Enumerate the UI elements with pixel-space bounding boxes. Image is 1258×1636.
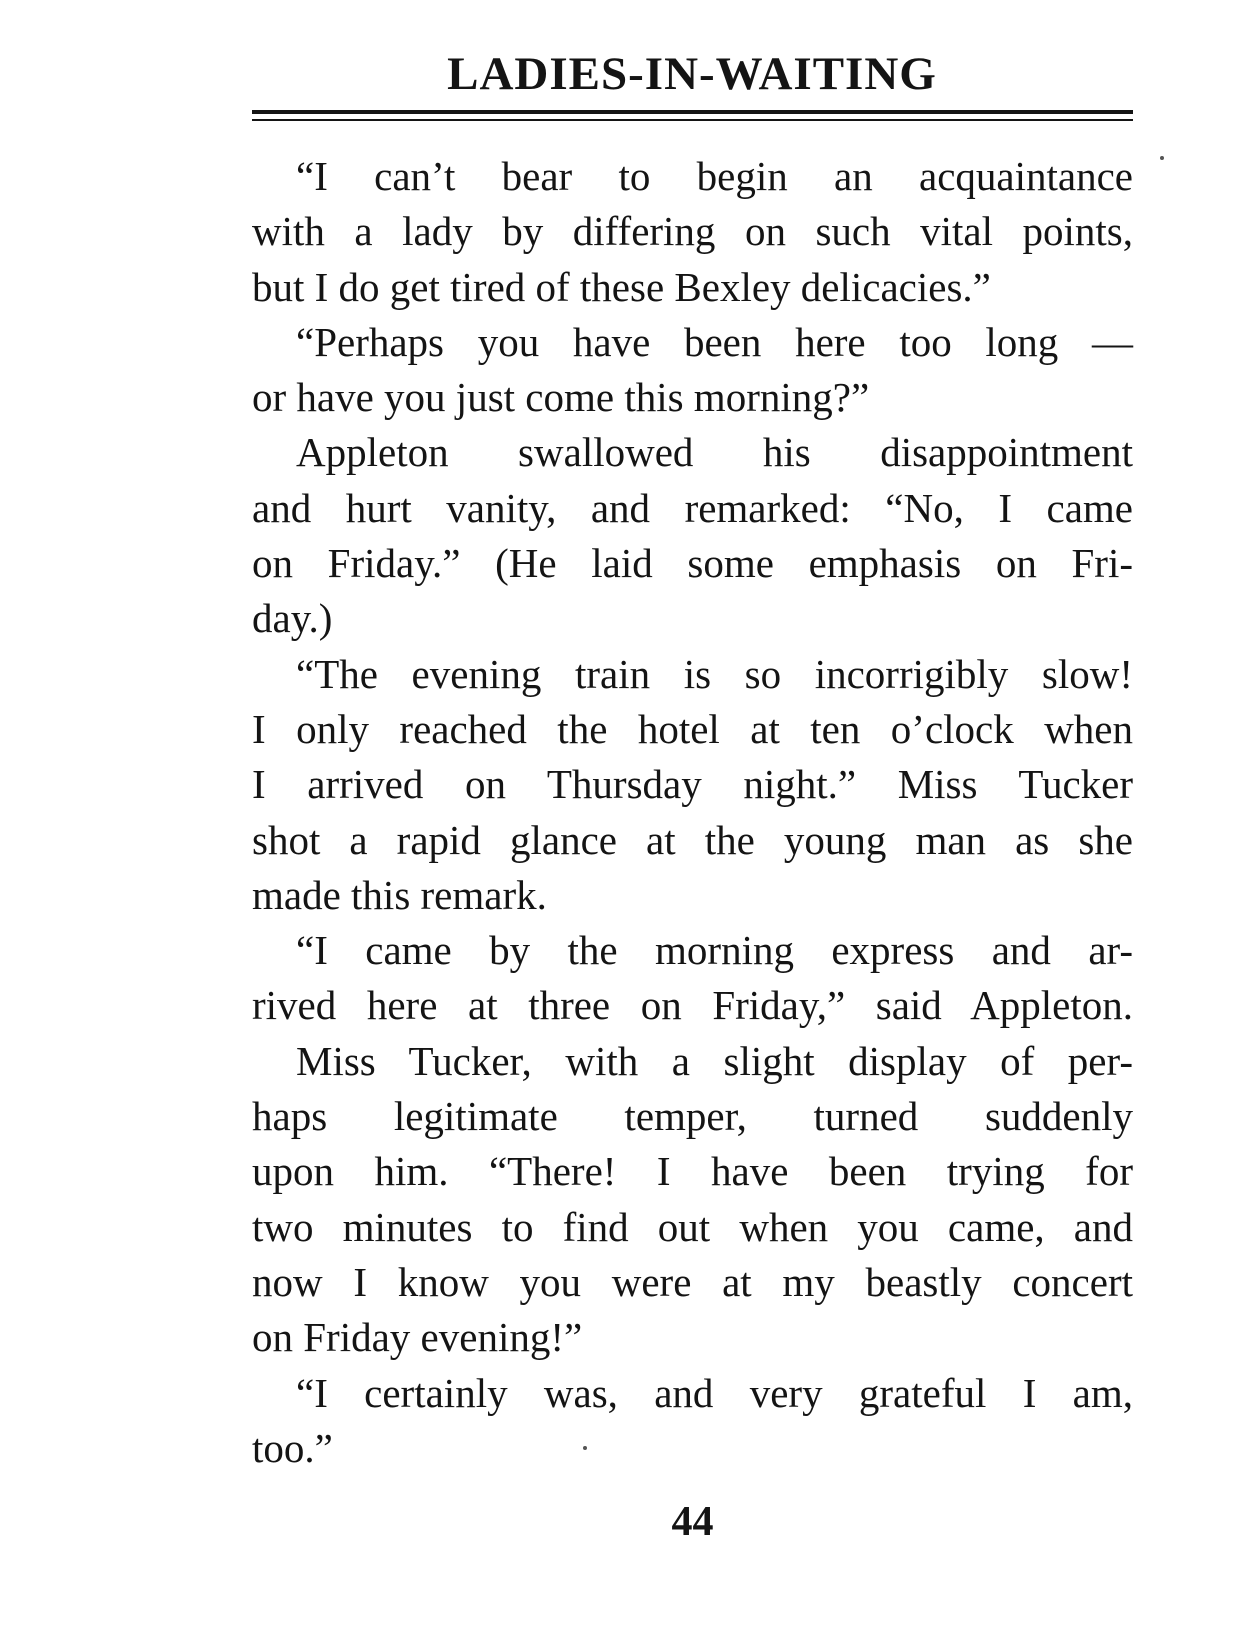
text-line: two minutes to find out when you came, and xyxy=(252,1203,1133,1250)
text-line: Miss Tucker, with a slight display of per- xyxy=(296,1037,1133,1084)
text-line: “I certainly was, and very grateful I am, xyxy=(296,1369,1133,1416)
text-line: but I do get tired of these Bexley delicacies.” xyxy=(252,263,991,310)
text-line: “Perhaps you have been here too long — xyxy=(296,318,1133,365)
print-speck xyxy=(583,1446,587,1450)
text-line: I only reached the hotel at ten o’clock when xyxy=(252,705,1133,752)
text-line: haps legitimate temper, turned suddenly xyxy=(252,1093,1133,1140)
text-line: now I know you were at my beastly concert xyxy=(252,1258,1133,1305)
text-line: on Friday evening!” xyxy=(252,1314,583,1361)
text-line: Appleton swallowed his disappointment xyxy=(296,429,1133,476)
text-line: upon him. “There! I have been trying for xyxy=(252,1148,1133,1195)
text-line: or have you just come this morning?” xyxy=(252,374,870,421)
text-line: day.) xyxy=(252,595,333,642)
header-rule-thick xyxy=(252,110,1133,114)
text-line: “I came by the morning express and ar- xyxy=(296,927,1133,974)
print-speck xyxy=(1160,156,1164,160)
text-line: too.” xyxy=(252,1424,333,1471)
page-number: 44 xyxy=(671,1499,714,1545)
text-line: with a lady by differing on such vital points, xyxy=(252,208,1133,255)
text-line: shot a rapid glance at the young man as she xyxy=(252,816,1133,863)
running-head: LADIES-IN-WAITING xyxy=(447,48,937,100)
text-line: rived here at three on Friday,” said Appleton. xyxy=(252,982,1133,1029)
text-line: “I can’t bear to begin an acquaintance xyxy=(296,153,1133,199)
text-line: on Friday.” (He laid some emphasis on Fri- xyxy=(252,540,1133,587)
text-line: and hurt vanity, and remarked: “No, I came xyxy=(252,484,1133,531)
text-line: made this remark. xyxy=(252,871,547,918)
text-line: I arrived on Thursday night.” Miss Tucker xyxy=(252,761,1133,808)
header-rule-thin xyxy=(252,119,1133,121)
text-line: “The evening train is so incorrigibly slow! xyxy=(296,650,1133,697)
body-text xyxy=(252,149,1133,1476)
